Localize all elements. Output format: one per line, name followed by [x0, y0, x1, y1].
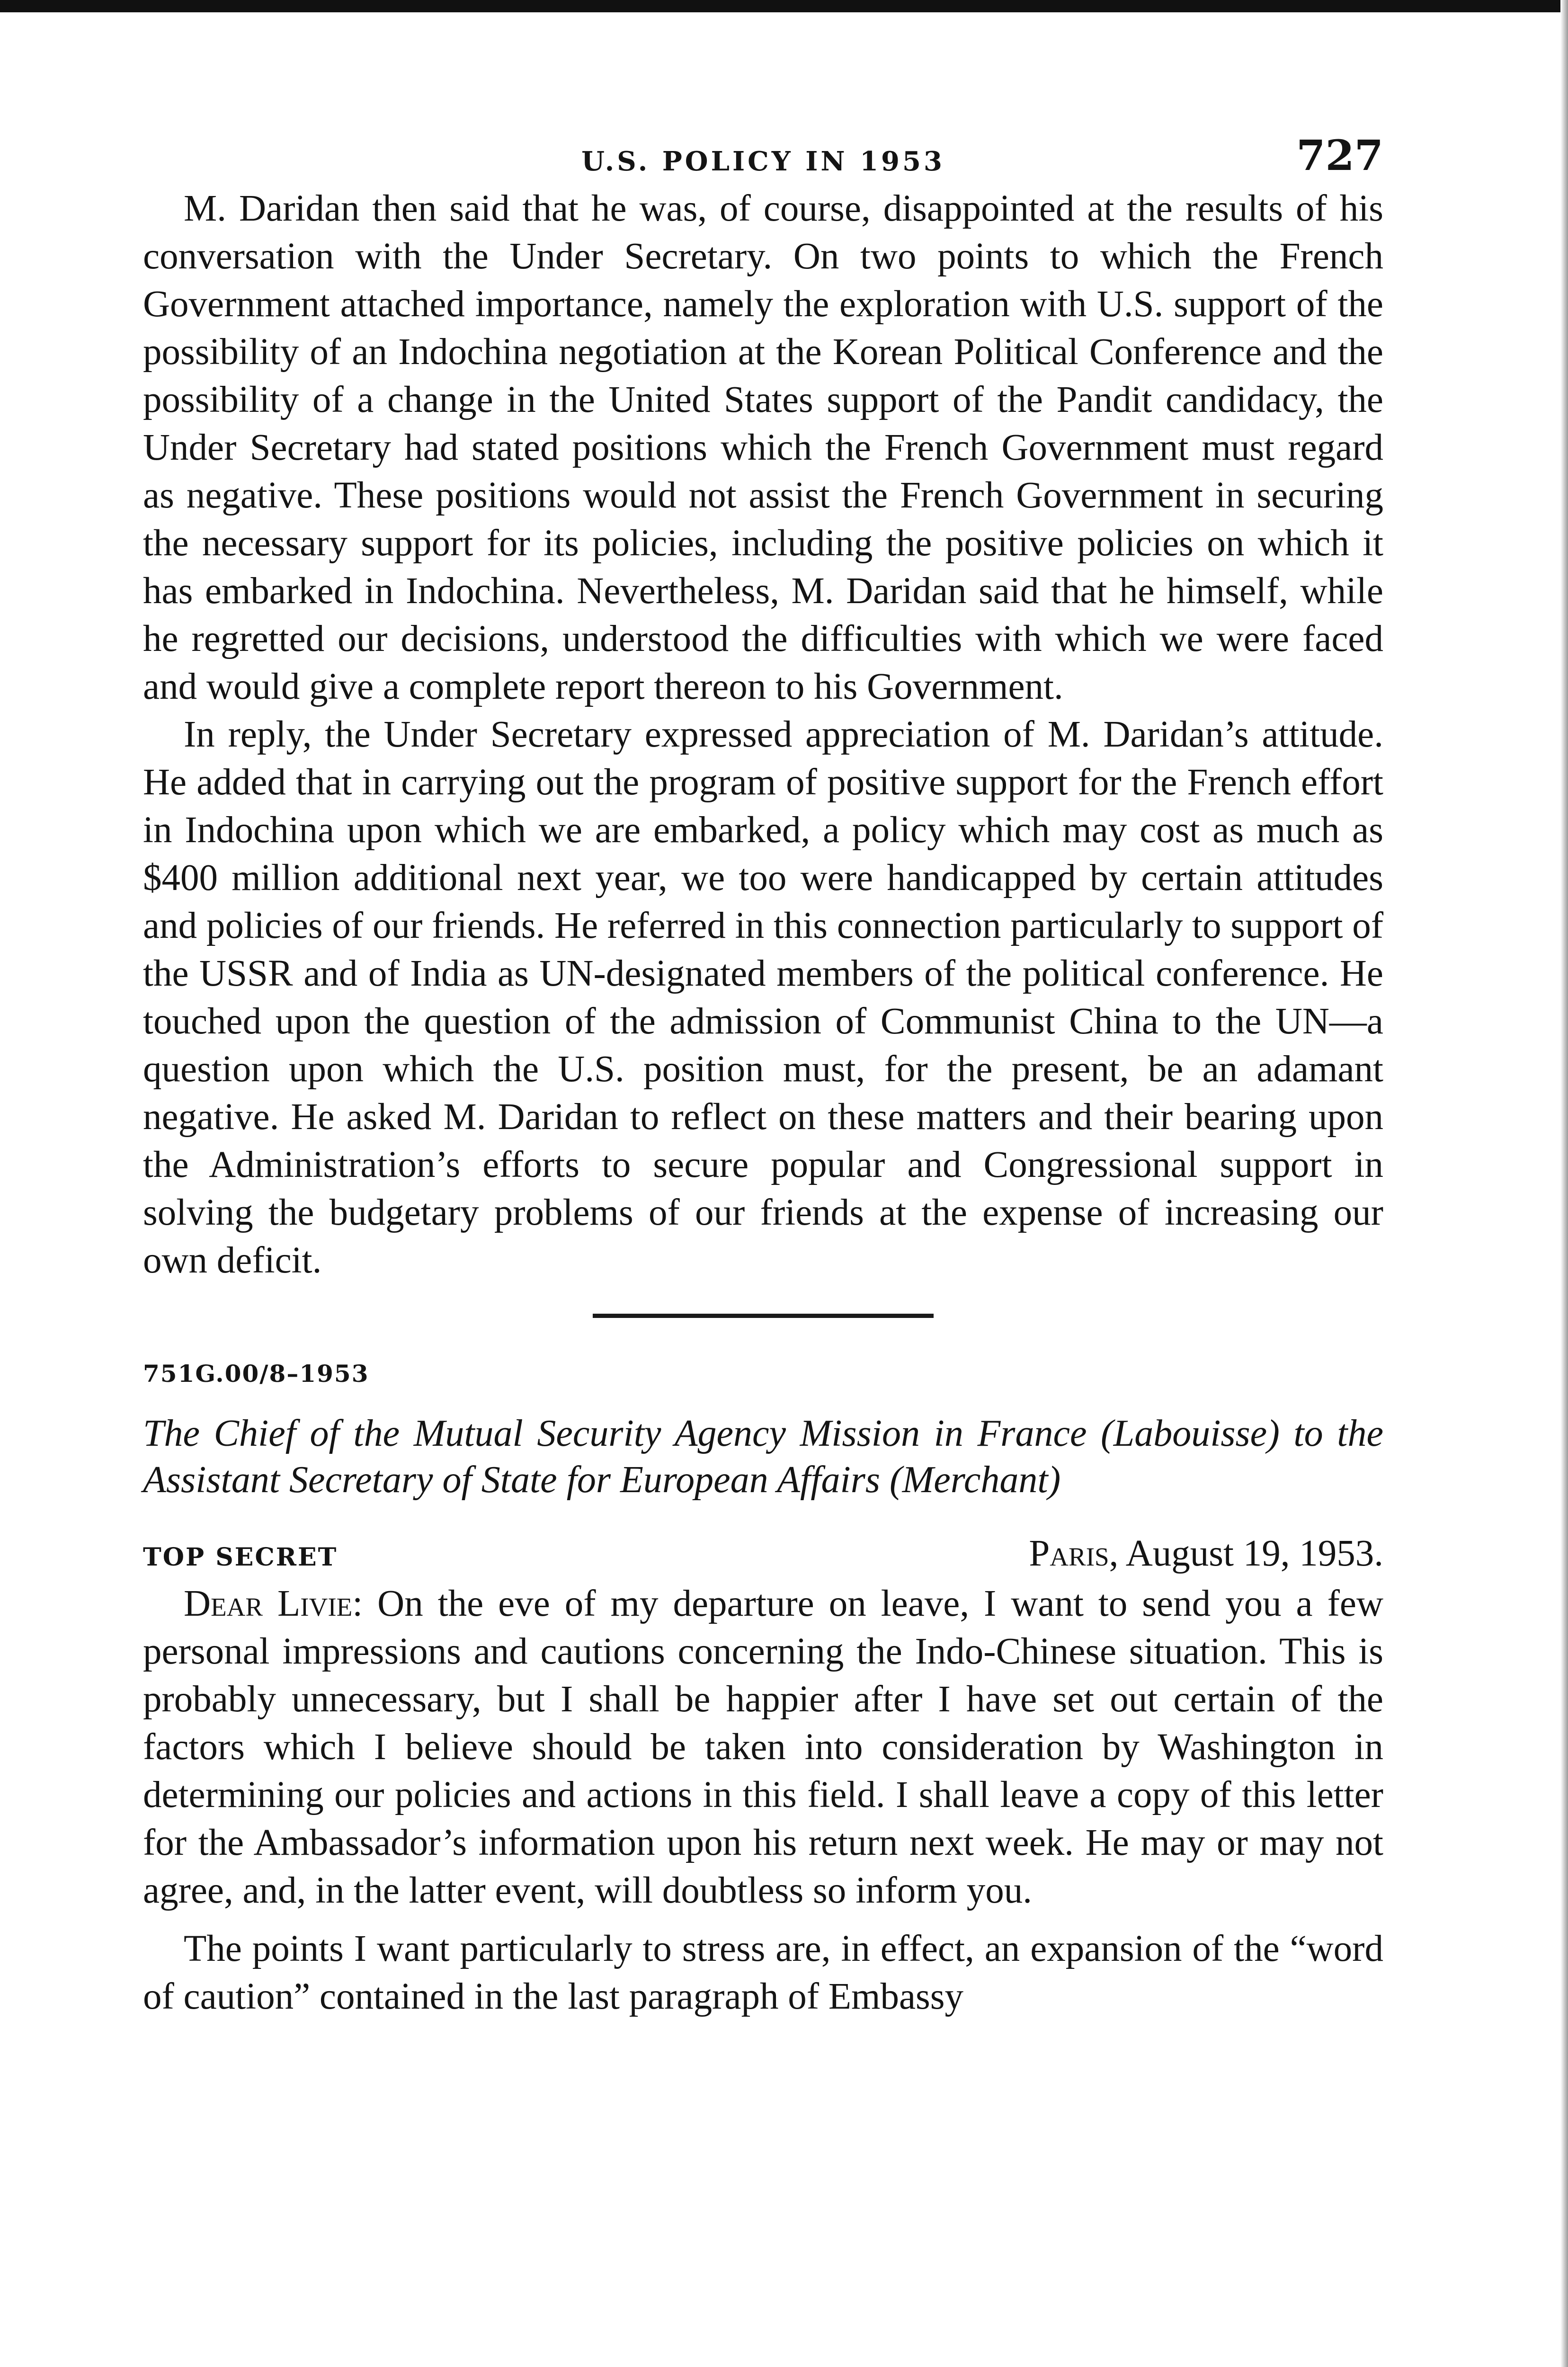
letter-paragraph-2: The points I want particularly to stress are, in effect, an expansion of the “word of caution” contained in the last paragraph of Embassy	[143, 1928, 1383, 2017]
page-binding-edge	[1560, 0, 1568, 2367]
letter-date: , August 19, 1953.	[1109, 1533, 1383, 1574]
document-reference-number: 751G.00/8–1953	[143, 1360, 369, 1388]
document-heading: The Chief of the Mutual Security Agency Mission in France (Labouisse) to the Assistant Secretary of State for European Affairs (Merchant)	[143, 1413, 1383, 1501]
place-name: Paris	[1029, 1533, 1109, 1574]
section-divider	[593, 1314, 934, 1318]
running-header	[143, 128, 1383, 185]
paragraph-daridan-disappointment: M. Daridan then said that he was, of course, disappointed at the results of his conversation with the Under Secretary. On two points to which the French Government attached importance, namely the exploration with U.S. support of the possibility of an Indochina negotiation at the Korean Political Conference and the possibility of a change in the United States support of the Pandit candidacy, the Under Secretary had stated positions which the French Government must regard as negative. These positions would not assist the French Government in securing the necessary support for its policies, including the positive policies on which it has embarked in Indochina. Nevertheless, M. Daridan said that he himself, while he regretted our decisions, understood the difficulties with which we were faced and would give a complete report thereon to his Government.	[143, 188, 1383, 707]
running-title: U.S. POLICY IN 1953	[581, 146, 945, 177]
page-top-edge	[0, 0, 1568, 12]
book-page	[143, 128, 1383, 2020]
document-meta-line	[143, 1532, 1383, 1580]
letter-paragraph-1	[143, 1580, 1383, 1914]
classification-label: TOP SECRET	[143, 1543, 338, 1572]
page-number: 727	[1296, 131, 1383, 180]
letter-paragraph-1-text: On the eve of my departure on leave, I want to send you a few personal impressions and cautions concerning the Indo-Chinese situation. This is probably unnecessary, but I shall be happier after I have set out certain of the factors which I believe should be taken into consideration by Washington in determining our policies and actions in this field. I shall leave a copy of this letter for the Ambassador’s information upon his return next week. He may or may not agree, and, in the latter event, will doubtless so inform you.	[143, 1583, 1383, 1911]
place-date-line	[1029, 1532, 1383, 1575]
salutation-punctuation: :	[352, 1583, 363, 1624]
letter-body	[143, 1580, 1383, 2020]
paragraph-under-secretary-reply: In reply, the Under Secretary expressed appreciation of M. Daridan’s attitude. He added that in carrying out the program of positive support for the French effort in Indochina upon which we are embarked, a policy which may cost as much as $400 million additional next year, we too were handicapped by certain attitudes and policies of our friends. He referred in this connection particularly to support of the USSR and of India as UN-designated members of the political conference. He touched upon the question of the admission of Communist China to the UN—a question upon which the U.S. position must, for the present, be an adamant negative. He asked M. Daridan to reflect on these matters and their bearing upon the Administration’s efforts to secure popular and Congressional support in solving the budgetary problems of our friends at the expense of increasing our own deficit.	[143, 714, 1383, 1281]
salutation: Dear Livie	[184, 1583, 353, 1624]
